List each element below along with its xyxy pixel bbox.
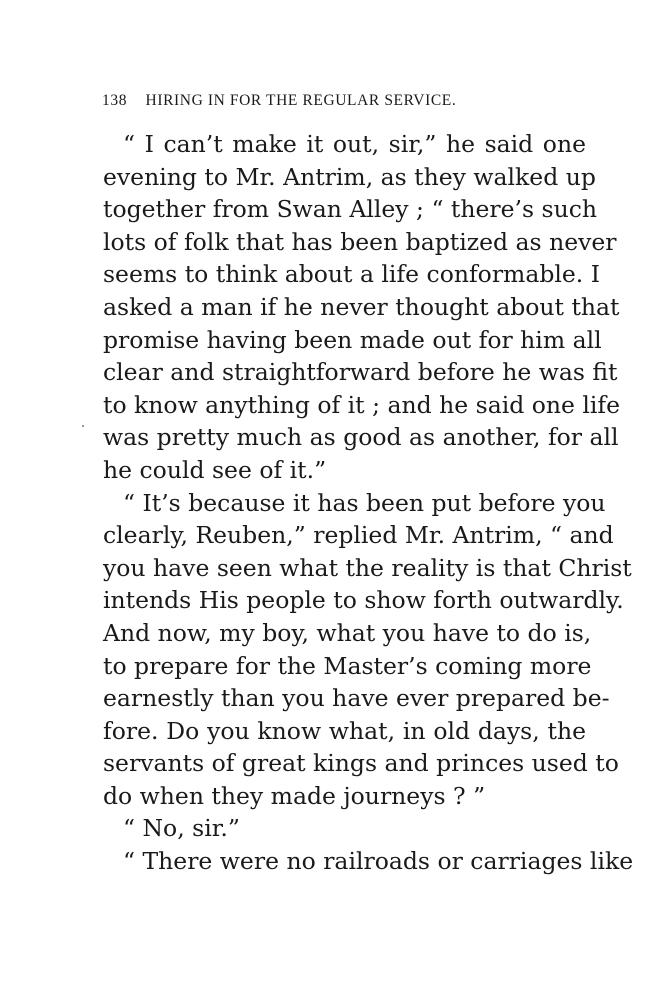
text-line: clearly, Reuben,” replied Mr. Antrim, “ and [103,521,614,550]
text-line: “ I can’t make it out, sir,” he said one [123,130,586,158]
text-line: And now, my boy, what you have to do is, [103,618,592,647]
text-line: “ There were no railroads or carriages like [123,847,634,876]
body-text [103,128,634,878]
text-line: evening to Mr. Antrim, as they walked up [103,162,596,191]
running-title: HIRING IN FOR THE REGULAR SERVICE. [145,92,457,109]
text-line: earnestly than you have ever prepared be- [103,684,610,713]
print-speck [82,425,84,427]
text-line: “ No, sir.” [123,814,240,843]
text-line: seems to think about a life conformable. I [103,260,601,289]
text-line: to know anything of it ; and he said one life [103,390,621,419]
text-line: “ It’s because it has been put before you [123,488,606,517]
text-line: fore. Do you know what, in old days, the [103,716,586,745]
page-number: 138 [102,92,128,109]
text-line: was pretty much as good as another, for all [103,423,619,452]
text-line: together from Swan Alley ; “ there’s such [103,195,598,224]
text-line: lots of folk that has been baptized as never [103,227,617,256]
text-line: he could see of it.” [103,455,327,484]
text-line: asked a man if he never thought about that [103,292,620,321]
running-header [102,92,532,110]
text-line: to prepare for the Master’s coming more [103,651,592,680]
text-line: clear and straightforward before he was fit [103,358,618,387]
text-line: promise having been made out for him all [103,325,602,354]
text-line: you have seen what the reality is that Christ [103,553,632,582]
text-line: do when they made journeys ? ” [103,781,486,810]
text-line: intends His people to show forth outwardly. [103,586,624,615]
text-line: servants of great kings and princes used to [103,749,619,778]
